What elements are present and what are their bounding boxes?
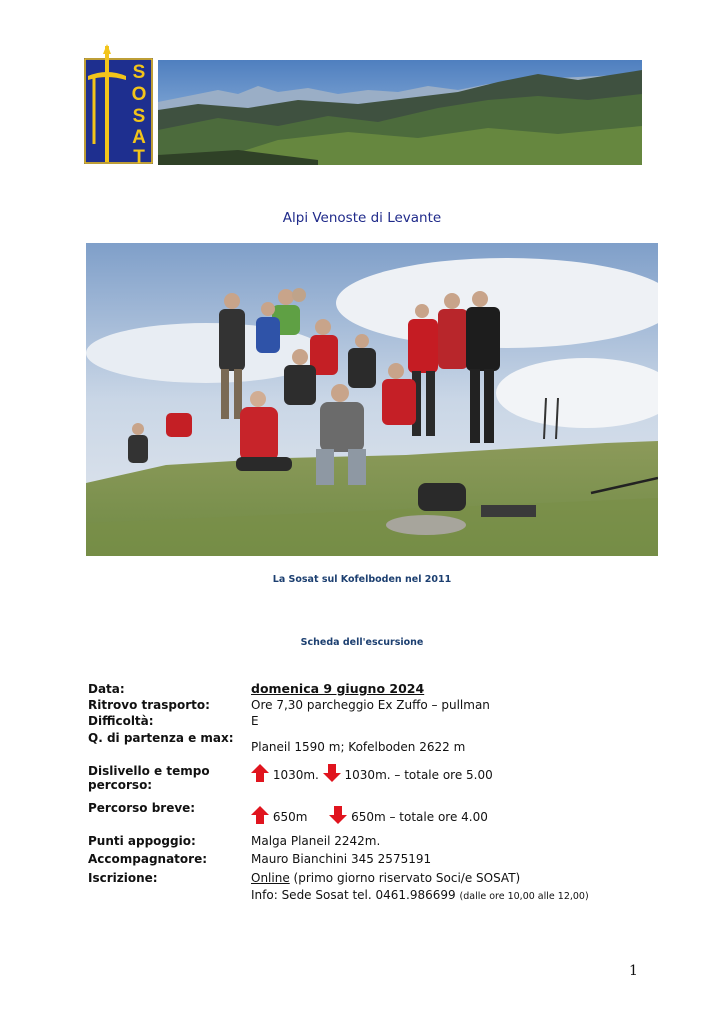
svg-text:S: S xyxy=(132,106,146,127)
label-breve: Percorso breve: xyxy=(88,801,196,815)
mountain-banner-image xyxy=(158,60,642,165)
label-ritrovo: Ritrovo trasporto: xyxy=(88,698,210,712)
arrow-down-icon xyxy=(323,764,341,782)
label-quote: Q. di partenza e max: xyxy=(88,731,234,745)
arrow-down-icon xyxy=(329,806,347,824)
label-iscrizione: Iscrizione: xyxy=(88,871,158,885)
svg-text:T: T xyxy=(133,147,145,164)
label-difficolta: Difficoltà: xyxy=(88,714,154,728)
info-phone: Info: Sede Sosat tel. 0461.986699 xyxy=(251,888,456,902)
value-quote: Planeil 1590 m; Kofelboden 2622 m xyxy=(251,740,466,754)
info-hours: (dalle ore 10,00 alle 12,00) xyxy=(459,891,589,902)
value-breve xyxy=(251,806,488,824)
section-heading: Scheda dell'escursione xyxy=(300,637,424,648)
photo-caption: La Sosat sul Kofelboden nel 2011 xyxy=(272,574,452,585)
iscrizione-note: (primo giorno riservato Soci/e SOSAT) xyxy=(293,871,521,885)
svg-text:S: S xyxy=(132,62,146,83)
breve-up: 650m xyxy=(272,810,308,824)
label-appoggio: Punti appoggio: xyxy=(88,834,196,848)
value-difficolta: E xyxy=(251,714,259,728)
value-data: domenica 9 giugno 2024 xyxy=(251,681,425,696)
value-dislivello xyxy=(251,764,493,782)
breve-down: 650m – totale ore 4.00 xyxy=(351,810,488,824)
value-iscrizione xyxy=(251,871,520,885)
page-title: Alpi Venoste di Levante xyxy=(282,210,442,226)
value-appoggio: Malga Planeil 2242m. xyxy=(251,834,381,848)
group-photo xyxy=(86,243,658,556)
page-number: 1 xyxy=(629,963,638,979)
label-data: Data: xyxy=(88,682,125,696)
online-link[interactable]: Online xyxy=(251,871,290,885)
value-info xyxy=(251,888,589,904)
value-ritrovo: Ore 7,30 parcheggio Ex Zuffo – pullman xyxy=(251,698,490,712)
svg-text:O: O xyxy=(131,84,147,105)
sosat-logo xyxy=(84,44,153,164)
dislivello-down: 1030m. – totale ore 5.00 xyxy=(344,768,493,782)
dislivello-up: 1030m. xyxy=(272,768,319,782)
value-accompagnatore: Mauro Bianchini 345 2575191 xyxy=(251,852,432,866)
label-dislivello: Dislivello e tempo percorso: xyxy=(88,764,210,792)
arrow-up-icon xyxy=(251,764,269,782)
arrow-up-icon xyxy=(251,806,269,824)
label-accompagnatore: Accompagnatore: xyxy=(88,852,208,866)
svg-text:A: A xyxy=(132,127,146,148)
